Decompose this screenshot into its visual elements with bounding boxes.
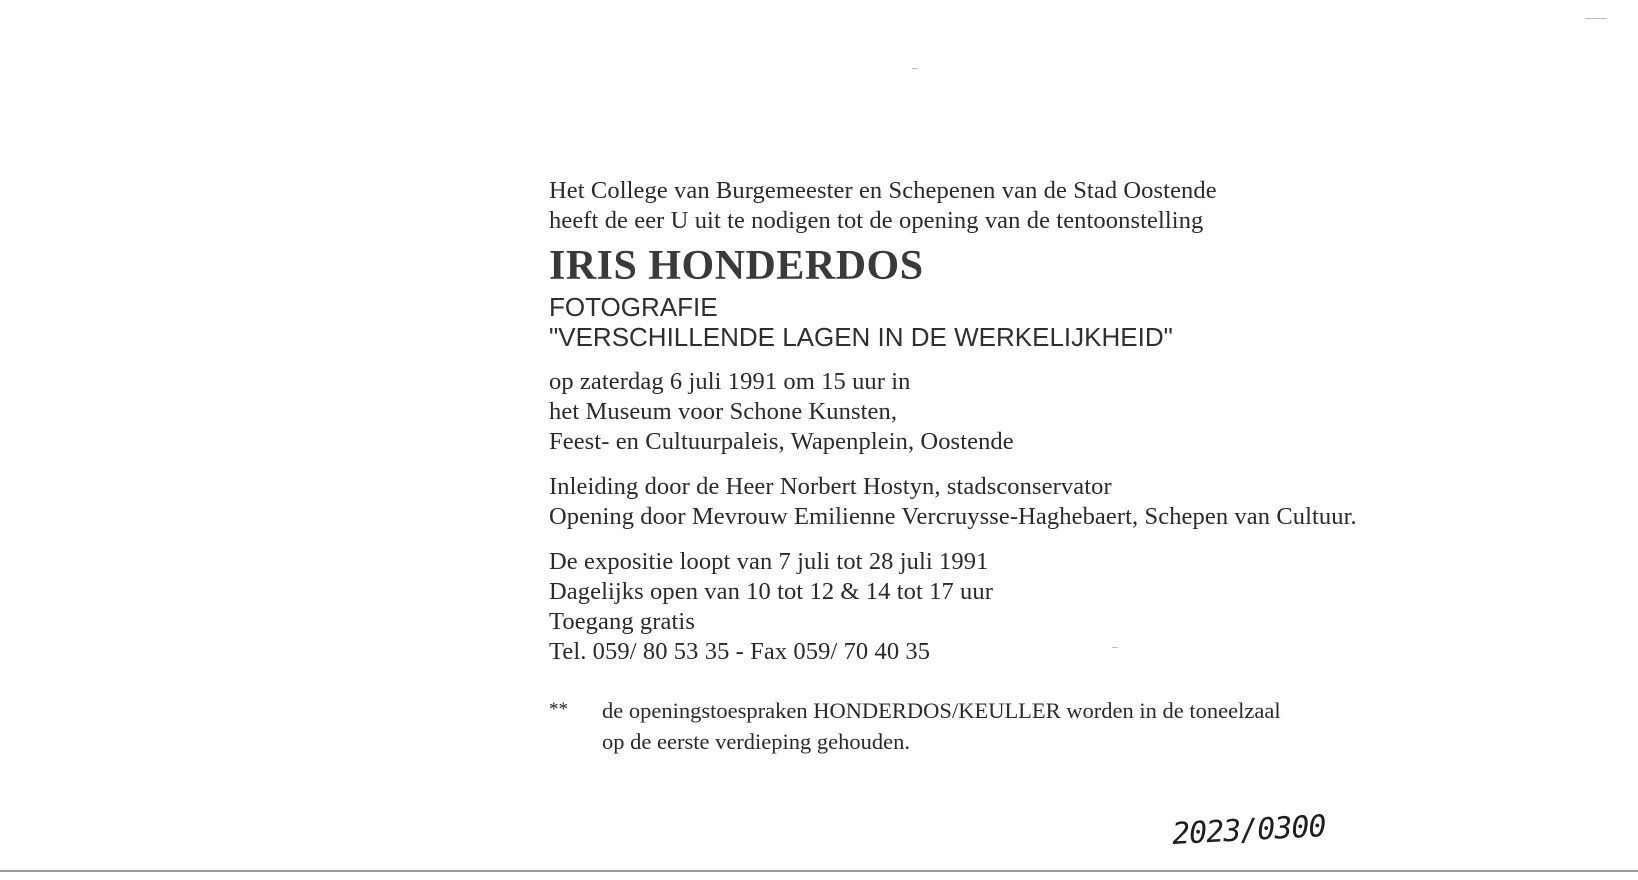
practical-line: Dagelijks open van 10 tot 12 & 14 tot 17 uur xyxy=(549,578,993,605)
scan-speck xyxy=(1585,18,1607,19)
footnote-line: de openingstoespraken HONDERDOS/KEULLER worden in de toneelzaal xyxy=(602,698,1281,723)
event-line: het Museum voor Schone Kunsten, xyxy=(549,398,898,425)
archive-number-handwritten: 2023/0300 xyxy=(1171,809,1327,852)
event-line: op zaterdag 6 juli 1991 om 15 uur in xyxy=(549,368,911,395)
footnote xyxy=(549,695,1549,757)
scan-speck xyxy=(912,68,918,69)
speakers xyxy=(549,472,1549,532)
intro-line: Het College van Burgemeester en Schepenen van de Stad Oostende xyxy=(549,177,1217,204)
contact-line: Tel. 059/ 80 53 35 - Fax 059/ 70 40 35 xyxy=(549,638,931,665)
exhibition-title: "VERSCHILLENDE LAGEN IN DE WERKELIJKHEID" xyxy=(549,322,1173,352)
speaker-line: Inleiding door de Heer Norbert Hostyn, stadsconservator xyxy=(549,473,1112,500)
artist-name: IRIS HONDERDOS xyxy=(549,243,924,289)
practical-line: De expositie loopt van 7 juli tot 28 juli 1991 xyxy=(549,548,989,575)
footnote-mark: ** xyxy=(549,699,568,720)
footnote-line: op de eerste verdieping gehouden. xyxy=(602,729,911,754)
event-line: Feest- en Cultuurpaleis, Wapenplein, Oostende xyxy=(549,428,1014,455)
speaker-line: Opening door Mevrouw Emilienne Vercruysse-Haghebaert, Schepen van Cultuur. xyxy=(549,503,1357,530)
practical-line: Toegang gratis xyxy=(549,608,695,635)
invitation-text xyxy=(549,176,1549,757)
intro-line: heeft de eer U uit te nodigen tot de opening van de tentoonstelling xyxy=(549,207,1204,234)
practical-info xyxy=(549,547,1549,667)
intro-paragraph xyxy=(549,176,1549,236)
event-details xyxy=(549,367,1549,457)
discipline-label: FOTOGRAFIE xyxy=(549,292,718,322)
footnote-text xyxy=(602,695,1549,757)
